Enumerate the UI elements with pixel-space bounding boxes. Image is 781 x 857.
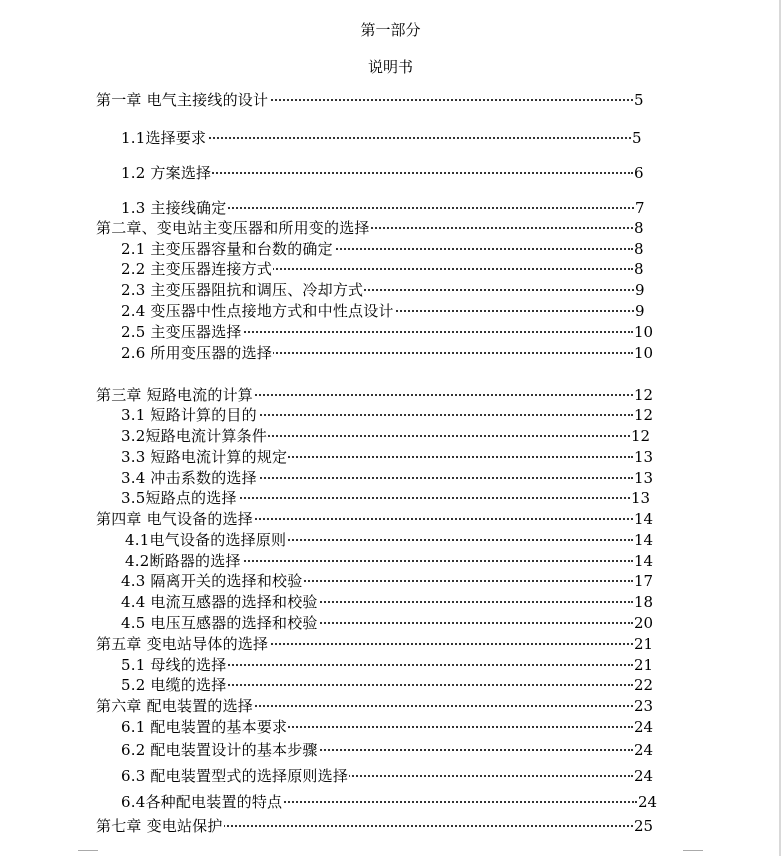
toc-entry-page: 7 — [635, 199, 645, 217]
toc-entry-page: 24 — [634, 767, 654, 785]
toc-entry-label: 4.2断路器的选择 — [125, 552, 241, 570]
toc-entry-label: 2.4 变压器中性点接地方式和中性点设计 — [121, 302, 394, 320]
toc-entry[interactable] — [121, 128, 651, 148]
toc-entry-page: 12 — [631, 427, 651, 445]
toc-entry-page: 13 — [634, 448, 654, 466]
toc-entry-page: 12 — [634, 386, 654, 404]
toc-entry-label: 3.5短路点的选择 — [121, 489, 237, 507]
toc-entry-page: 21 — [634, 635, 654, 653]
toc-entry-page: 24 — [634, 741, 654, 759]
toc-entry-label: 1.1选择要求 — [121, 129, 207, 147]
toc-entry[interactable] — [121, 655, 653, 675]
toc-entry-label: 6.4各种配电装置的特点 — [121, 793, 283, 811]
toc-entry[interactable] — [121, 343, 653, 363]
toc-entry-page: 13 — [631, 489, 651, 507]
toc-entry[interactable] — [121, 301, 654, 321]
part-title: 第一部分 — [360, 21, 421, 39]
toc-entry-label: 第五章 变电站导体的选择 — [96, 635, 269, 653]
toc-entry[interactable] — [121, 426, 650, 446]
toc-entry-label: 4.3 隔离开关的选择和校验 — [121, 572, 303, 590]
toc-entry-page: 17 — [634, 572, 654, 590]
toc-entry-page: 20 — [634, 614, 654, 632]
toc-entry[interactable] — [121, 675, 653, 695]
toc-entry-label: 第四章 电气设备的选择 — [96, 510, 253, 528]
toc-entry-label: 2.3 主变压器阻抗和调压、冷却方式 — [121, 281, 364, 299]
toc-entry-page: 6 — [634, 164, 644, 182]
toc-entry[interactable] — [96, 634, 653, 654]
toc-entry-page: 24 — [638, 793, 658, 811]
toc-entry-page: 8 — [634, 260, 644, 278]
toc-entry-page: 8 — [634, 240, 644, 258]
toc-entry-page: 10 — [634, 323, 654, 341]
toc-entry-label: 2.2 主变压器连接方式 — [121, 260, 273, 278]
toc-entry[interactable] — [125, 530, 653, 550]
toc-entry-label: 5.2 电缆的选择 — [121, 676, 227, 694]
toc-entry[interactable] — [96, 509, 653, 529]
toc-entry[interactable] — [121, 740, 653, 760]
toc-entry-label: 3.4 冲击系数的选择 — [121, 469, 257, 487]
toc-entry-label: 第七章 变电站保护 — [96, 817, 223, 835]
toc-entry-page: 9 — [635, 281, 645, 299]
toc-entry[interactable] — [96, 385, 653, 405]
toc-entry-label: 2.5 主变压器选择 — [121, 323, 242, 341]
toc-entry-label: 4.1电气设备的选择原则 — [125, 531, 287, 549]
toc-entry-label: 3.1 短路计算的目的 — [121, 406, 257, 424]
toc-entry-label: 4.5 电压互感器的选择和校验 — [121, 614, 318, 632]
toc-entry[interactable] — [121, 447, 653, 467]
toc-entry-page: 12 — [634, 406, 654, 424]
toc-entry-label: 6.2 配电装置设计的基本步骤 — [121, 741, 318, 759]
toc-entry-page: 22 — [634, 676, 654, 694]
toc-entry-page: 13 — [634, 469, 654, 487]
toc-entry-label: 6.1 配电装置的基本要求 — [121, 718, 288, 736]
toc-entry-page: 8 — [634, 219, 644, 237]
toc-entry-label: 第六章 配电装置的选择 — [96, 697, 253, 715]
toc-entry[interactable] — [125, 551, 653, 571]
toc-entry[interactable] — [121, 766, 653, 786]
toc-entry[interactable] — [96, 218, 653, 238]
toc-entry-label: 第二章、变电站主变压器和所用变的选择 — [96, 219, 370, 237]
toc-entry[interactable] — [121, 717, 653, 737]
toc-entry-label: 5.1 母线的选择 — [121, 656, 227, 674]
toc-entry[interactable] — [121, 488, 650, 508]
toc-entry-page: 14 — [634, 552, 654, 570]
toc-entry-label: 6.3 配电装置型式的选择原则选择 — [121, 767, 349, 785]
document-subtitle: 说明书 — [367, 58, 413, 76]
toc-entry-page: 14 — [634, 510, 654, 528]
toc-entry-label: 1.2 方案选择 — [121, 164, 212, 182]
toc-entry-page: 25 — [634, 817, 654, 835]
toc-entry-page: 18 — [634, 593, 654, 611]
toc-entry[interactable] — [121, 571, 653, 591]
toc-entry[interactable] — [121, 592, 653, 612]
toc-entry-page: 5 — [634, 91, 644, 109]
toc-entry[interactable] — [121, 405, 653, 425]
toc-entry-page: 9 — [635, 302, 645, 320]
toc-entry[interactable] — [121, 792, 657, 812]
toc-entry[interactable] — [121, 468, 653, 488]
toc-entry-label: 3.3 短路电流计算的规定 — [121, 448, 288, 466]
toc-entry[interactable] — [96, 90, 653, 110]
toc-entry-page: 14 — [634, 531, 654, 549]
toc-entry-page: 24 — [634, 718, 654, 736]
toc-entry-page: 5 — [632, 129, 642, 147]
toc-entry[interactable] — [121, 163, 653, 183]
toc-entry[interactable] — [121, 239, 653, 259]
toc-entry-label: 4.4 电流互感器的选择和校验 — [121, 593, 318, 611]
toc-entry[interactable] — [121, 613, 653, 633]
toc-entry-label: 3.2短路电流计算条件 — [121, 427, 268, 445]
toc-entry[interactable] — [96, 696, 653, 716]
toc-entry[interactable] — [121, 259, 653, 279]
toc-entry-label: 第三章 短路电流的计算 — [96, 386, 253, 404]
toc-entry-page: 23 — [634, 697, 654, 715]
toc-entry[interactable] — [121, 198, 654, 218]
toc-entry-label: 2.6 所用变压器的选择 — [121, 344, 273, 362]
toc-entry[interactable] — [121, 280, 654, 300]
toc-entry-page: 10 — [634, 344, 654, 362]
toc-entry-label: 2.1 主变压器容量和台数的确定 — [121, 240, 333, 258]
toc-entry-page: 21 — [634, 656, 654, 674]
toc-entry[interactable] — [96, 816, 653, 836]
toc-entry[interactable] — [121, 322, 653, 342]
toc-entry-label: 第一章 电气主接线的设计 — [96, 91, 269, 109]
toc-entry-label: 1.3 主接线确定 — [121, 199, 227, 217]
